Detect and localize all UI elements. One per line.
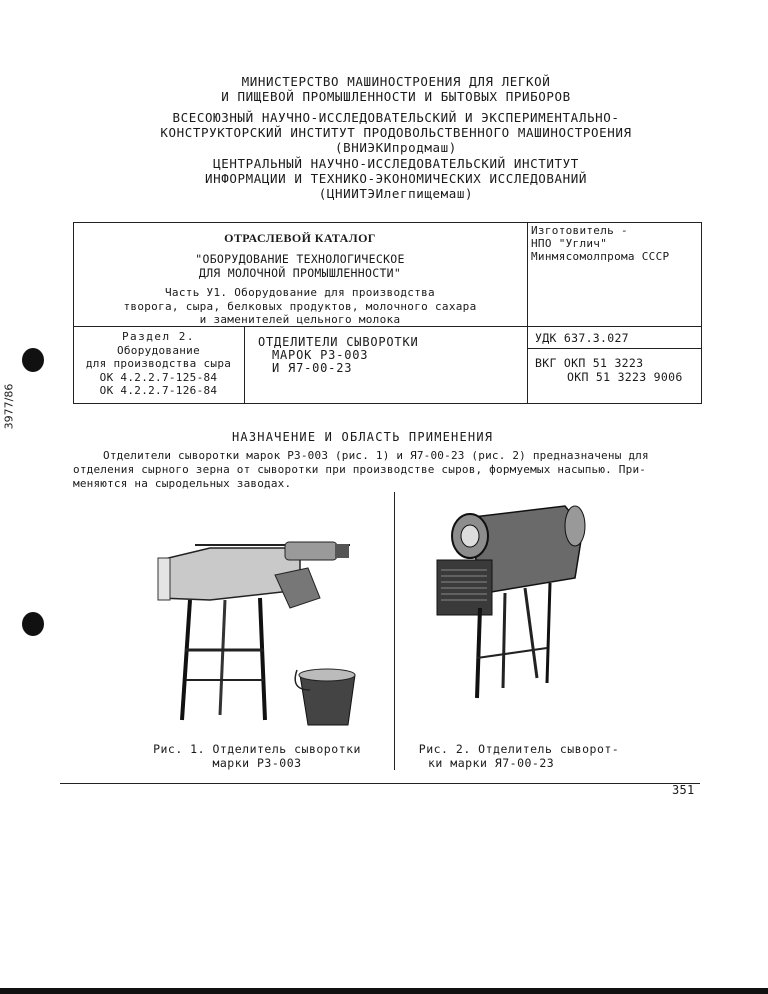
institute-header-2: ЦЕНТРАЛЬНЫЙ НАУЧНО-ИССЛЕДОВАТЕЛЬСКИЙ ИНСТИТУТ ИНФОРМАЦИИ И ТЕХНИКО-ЭКОНОМИЧЕСКИХ ИССЛЕДОВАНИЙ (ЦНИИТЭИлегпищемаш)	[205, 156, 587, 201]
footer-rule	[60, 783, 700, 784]
figure-2-image	[425, 498, 600, 713]
table-divider-vertical-left	[244, 326, 245, 403]
product-title: ОТДЕЛИТЕЛИ СЫВОРОТКИ МАРОК РЗ-003 И Я7-00-23	[258, 335, 419, 375]
table-divider-udk	[527, 348, 701, 349]
catalog-part: Часть У1. Оборудование для производства творога, сыра, белковых продуктов, молочного сахара и заменителей цельного молока	[123, 286, 477, 326]
table-divider-vertical-right	[527, 222, 528, 403]
description-paragraph: Отделители сыворотки марок РЗ-003 (рис. 1) и Я7-00-23 (рис. 2) предназначены для отделения сырного зерна от сыворотки при производстве сыров, формуемых насыпью. При- меняются на сыродельных заводах.	[73, 449, 649, 490]
section-info: Раздел 2. Оборудование для производства сыра ОК 4.2.2.7-125-84 ОК 4.2.2.7-126-84	[85, 330, 232, 397]
ministry-header: МИНИСТЕРСТВО МАШИНОСТРОЕНИЯ ДЛЯ ЛЕГКОЙ И ПИЩЕВОЙ ПРОМЫШЛЕННОСТИ И БЫТОВЫХ ПРИБОРОВ	[221, 74, 571, 104]
page-number: 351	[672, 783, 695, 797]
scan-bottom-edge	[0, 988, 768, 994]
manufacturer: Изготовитель - НПО "Углич" Минмясомолпрома СССР	[531, 224, 670, 263]
vkg-code: ВКГ ОКП 51 3223	[535, 356, 644, 370]
figure-1-image	[150, 520, 370, 735]
punch-hole-bottom	[22, 612, 44, 636]
catalog-subtitle: "ОБОРУДОВАНИЕ ТЕХНОЛОГИЧЕСКОЕ ДЛЯ МОЛОЧНОЙ ПРОМЫШЛЕННОСТИ"	[195, 252, 405, 280]
catalog-title: ОТРАСЛЕВОЙ КАТАЛОГ	[224, 231, 376, 245]
institute-header-1: ВСЕСОЮЗНЫЙ НАУЧНО-ИССЛЕДОВАТЕЛЬСКИЙ И ЭКСПЕРИМЕНТАЛЬНО- КОНСТРУКТОРСКИЙ ИНСТИТУТ ПРОДОВОЛЬСТВЕННОГО МАШИНОСТРОЕНИЯ (ВНИЭКИпродмаш)	[160, 110, 632, 155]
udk-code: УДК 637.3.027	[535, 331, 629, 345]
archive-code: 3977/86	[2, 383, 16, 430]
section-heading: НАЗНАЧЕНИЕ И ОБЛАСТЬ ПРИМЕНЕНИЯ	[232, 430, 494, 444]
punch-hole-top	[22, 348, 44, 372]
figure-2-caption: Рис. 2. Отделитель сыворот- ки марки Я7-00-23	[418, 742, 620, 770]
okp-code: ОКП 51 3223 9006	[567, 370, 683, 384]
figure-divider	[394, 492, 395, 770]
figure-1-caption: Рис. 1. Отделитель сыворотки марки РЗ-003	[153, 742, 361, 770]
